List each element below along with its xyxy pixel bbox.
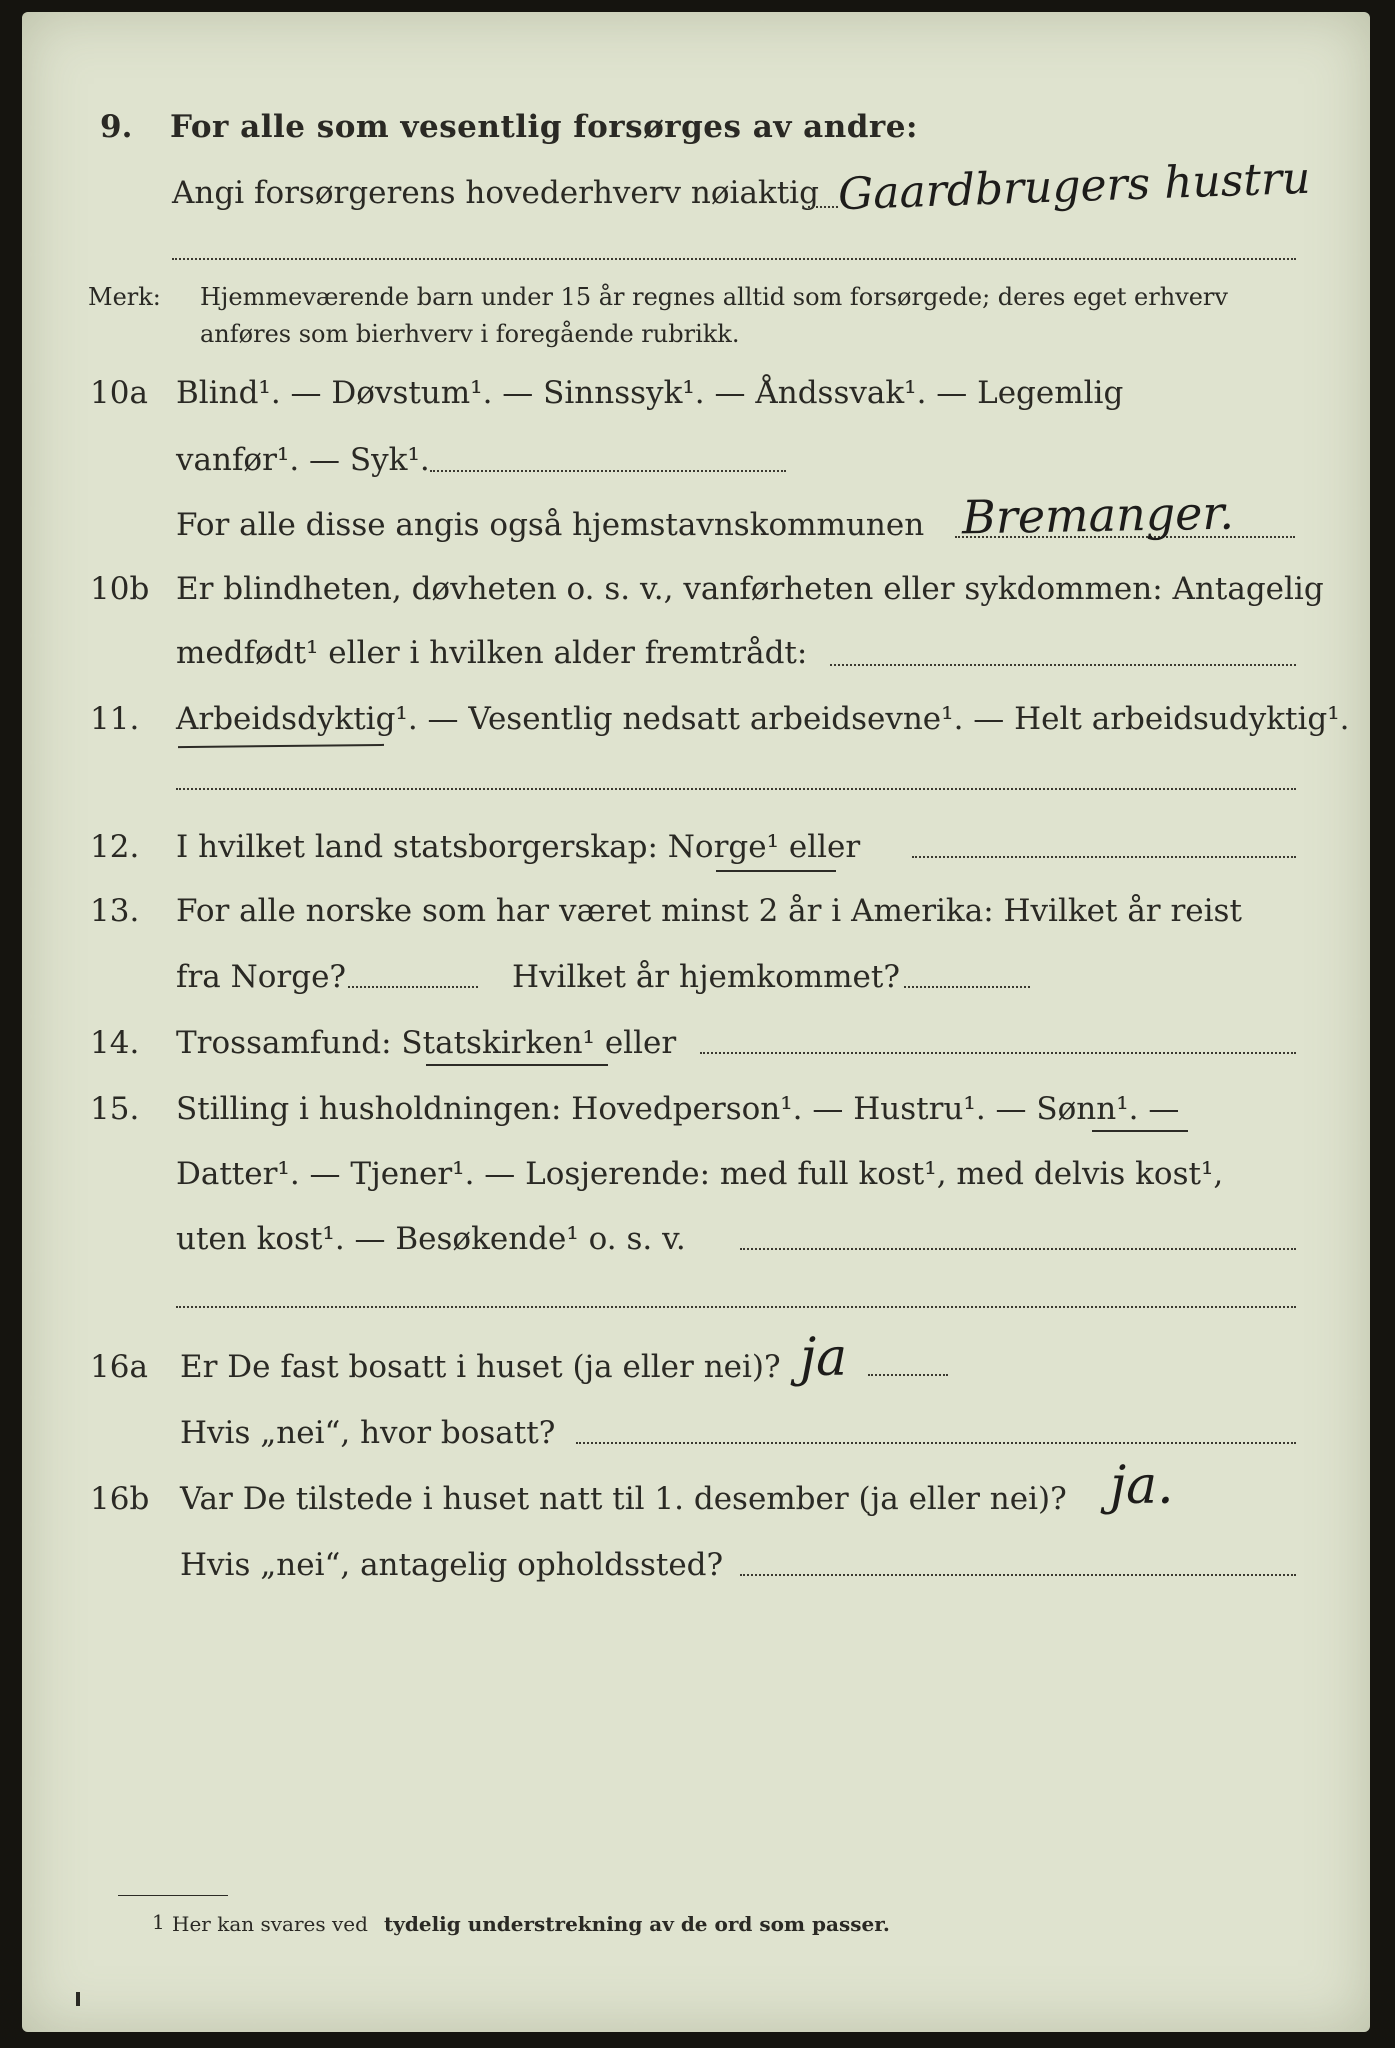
q13-line-2a: fra Norge? <box>176 959 347 995</box>
q10b-line-1: Er blindheten, døvheten o. s. v., vanførheten eller sykdommen: Antagelig <box>176 571 1324 607</box>
q15-extra-line <box>176 1306 1296 1308</box>
q14-underline-statskirken <box>426 1064 608 1066</box>
q15-line-3: uten kost¹. — Besøkende¹ o. s. v. <box>176 1221 686 1257</box>
q14-number: 14. <box>90 1025 140 1061</box>
q16a-handwritten-answer: ja <box>800 1328 848 1388</box>
census-form-page <box>22 12 1370 2032</box>
q10b-answer-line <box>830 664 1296 666</box>
footnote-rule <box>118 1895 228 1896</box>
q15-number: 15. <box>90 1091 140 1127</box>
q15-answer-line <box>740 1248 1296 1250</box>
q9-answer-line <box>808 206 838 208</box>
q16a-line-1: Er De fast bosatt i huset (ja eller nei)? <box>180 1349 781 1385</box>
q10b-number: 10b <box>90 571 150 607</box>
q16b-line-1: Var De tilstede i huset natt til 1. desember (ja eller nei)? <box>180 1481 1067 1517</box>
q16a-bosatt-line <box>576 1442 1296 1444</box>
q10a-number: 10a <box>90 375 148 411</box>
q10a-line-3: For alle disse angis også hjemstavnskommunen <box>176 507 925 543</box>
q10a-line-2: vanfør¹. — Syk¹. <box>176 442 430 478</box>
q14-answer-line <box>700 1052 1296 1054</box>
q13-hjemkommet-line <box>904 986 1030 988</box>
q9-question: For alle som vesentlig forsørges av andre: <box>170 109 918 145</box>
q10a-line-1: Blind¹. — Døvstum¹. — Sinnssyk¹. — Åndssvak¹. — Legemlig <box>176 375 1124 411</box>
q10b-line-2: medfødt¹ eller i hvilken alder fremtrådt: <box>176 635 808 671</box>
q11-number: 11. <box>90 701 140 737</box>
q16a-line-2: Hvis „nei“, hvor bosatt? <box>180 1415 556 1451</box>
q15-line-2: Datter¹. — Tjener¹. — Losjerende: med full kost¹, med delvis kost¹, <box>176 1156 1224 1192</box>
q11-extra-line <box>176 788 1296 790</box>
q11-line-1: Arbeidsdyktig¹. — Vesentlig nedsatt arbeidsevne¹. — Helt arbeidsudyktig¹. <box>176 701 1350 737</box>
q10a-syk-line <box>430 470 786 472</box>
q16b-handwritten-answer: ja. <box>1110 1456 1174 1516</box>
q9-prompt: Angi forsørgerens hovederhverv nøiaktig <box>172 175 819 211</box>
q16b-number: 16b <box>90 1481 150 1517</box>
q15-underline-sonn <box>1092 1130 1188 1132</box>
q12-line-1: I hvilket land statsborgerskap: Norge¹ eller <box>176 829 861 865</box>
q13-line-2b: Hvilket år hjemkommet? <box>512 959 900 995</box>
q16a-number: 16a <box>90 1349 148 1385</box>
q16b-opholdssted-line <box>740 1574 1296 1576</box>
q9-number: 9. <box>100 109 133 145</box>
margin-mark <box>76 1992 80 2006</box>
q12-answer-line <box>912 856 1296 858</box>
q16a-answer-line <box>868 1374 948 1376</box>
q13-number: 13. <box>90 893 140 929</box>
q12-number: 12. <box>90 829 140 865</box>
q9-handwritten-answer: Gaardbrugers hustru <box>837 152 1312 221</box>
note-line-1: Hjemmeværende barn under 15 år regnes alltid som forsørgede; deres eget erhverv <box>200 283 1228 311</box>
footnote-mark: 1 <box>152 1910 165 1934</box>
note-line-2: anføres som bierhverv i foregående rubrikk. <box>200 320 740 348</box>
q14-line-1: Trossamfund: Statskirken¹ eller <box>176 1025 677 1061</box>
q16b-line-2: Hvis „nei“, antagelig opholdssted? <box>180 1547 724 1583</box>
note-label: Merk: <box>88 283 161 311</box>
q15-line-1: Stilling i husholdningen: Hovedperson¹. — Hustru¹. — Sønn¹. — <box>176 1091 1180 1127</box>
q13-reist-line <box>348 986 478 988</box>
q10a-handwritten-answer: Bremanger. <box>961 485 1235 545</box>
q9-extra-line <box>172 258 1296 260</box>
q12-underline-norge <box>716 870 836 872</box>
footnote-text-plain: Her kan svares ved <box>172 1912 368 1936</box>
q13-line-1: For alle norske som har været minst 2 år i Amerika: Hvilket år reist <box>176 893 1242 929</box>
footnote-text-bold: tydelig understrekning av de ord som passer. <box>384 1912 890 1936</box>
